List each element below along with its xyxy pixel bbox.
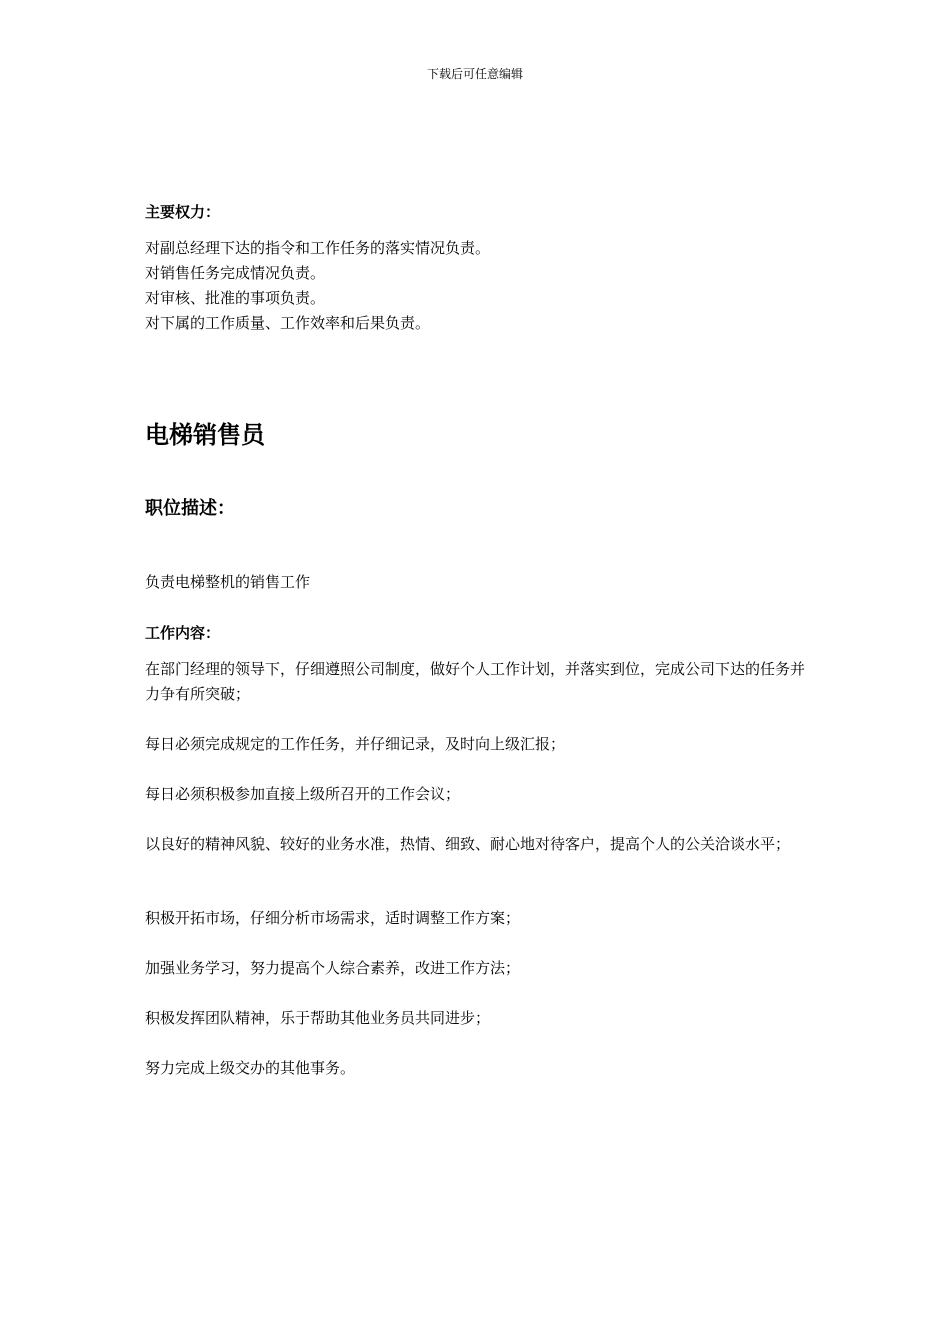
powers-item: 对下属的工作质量、工作效率和后果负责。 [145,314,431,332]
content-item: 积极开拓市场，仔细分析市场需求，适时调整工作方案； [145,909,521,927]
position-title: 电梯销售员 [145,421,265,449]
content-item: 积极发挥团队精神，乐于帮助其他业务员共同进步； [145,1009,491,1027]
powers-item: 对销售任务完成情况负责。 [145,264,326,282]
description-text: 负责电梯整机的销售工作 [145,573,311,591]
powers-item: 对审核、批准的事项负责。 [145,289,326,307]
content-item: 努力完成上级交办的其他事务。 [145,1059,356,1077]
page-header: 下载后可任意编辑 [426,67,523,81]
content-item: 每日必须完成规定的工作任务，并仔细记录，及时向上级汇报； [145,735,566,753]
description-heading: 职位描述： [145,498,235,519]
content-item: 以良好的精神风貌、较好的业务水准，热情、细致、耐心地对待客户，提高个人的公关洽谈水平； [145,835,791,853]
content-item: 在部门经理的领导下，仔细遵照公司制度，做好个人工作计划，并落实到位，完成公司下达的任务并力争有所突破； [145,660,806,703]
powers-item: 对副总经理下达的指令和工作任务的落实情况负责。 [145,239,491,257]
content-heading: 工作内容： [145,624,221,642]
content-item: 每日必须积极参加直接上级所召开的工作会议； [145,785,461,803]
content-item: 加强业务学习，努力提高个人综合素养，改进工作方法； [145,959,521,977]
powers-heading: 主要权力： [145,203,221,221]
